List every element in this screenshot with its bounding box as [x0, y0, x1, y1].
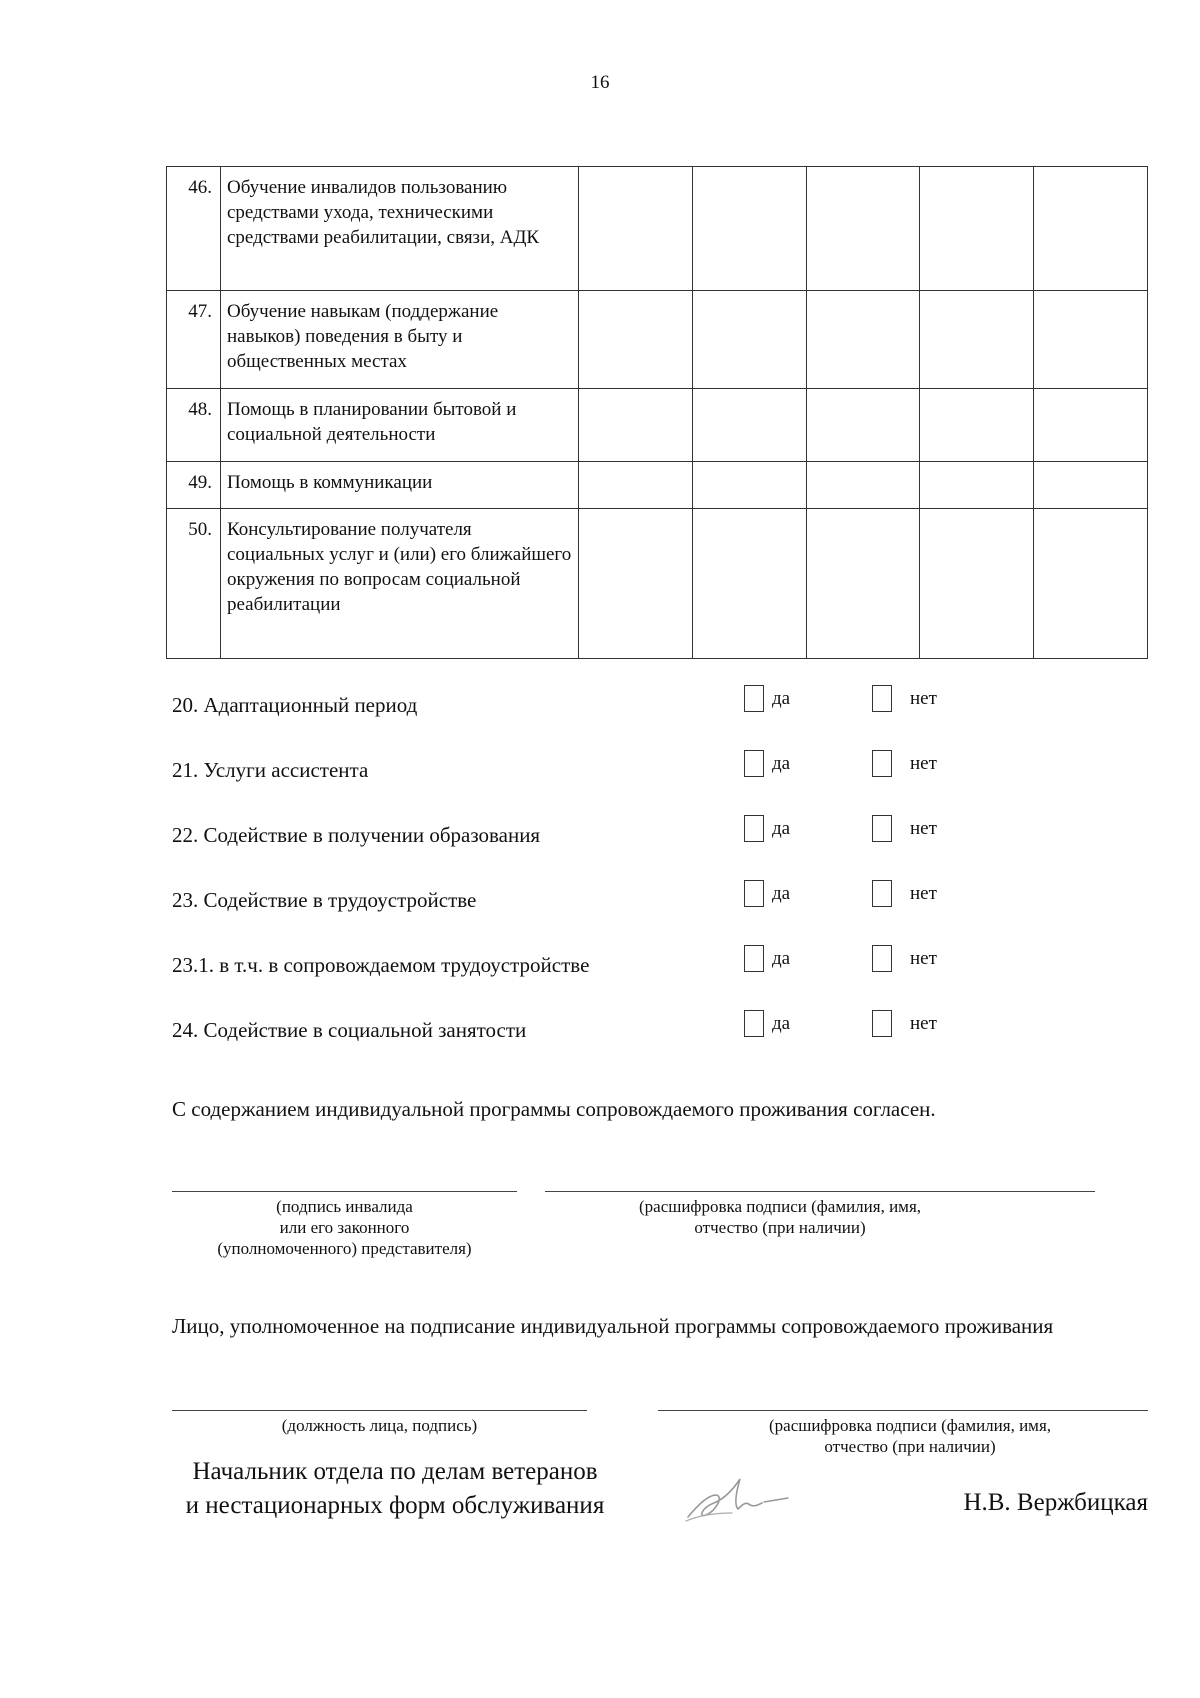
- table-row: [167, 389, 1148, 462]
- yes-checkbox[interactable]: [744, 1010, 764, 1037]
- question-row: [172, 880, 972, 945]
- yes-option[interactable]: [744, 815, 790, 842]
- table-cell: [806, 462, 920, 509]
- position-line-1: Начальник отдела по делам ветеранов: [192, 1458, 598, 1485]
- table-cell: [806, 509, 920, 659]
- yes-label: да: [772, 1012, 791, 1034]
- no-label: нет: [910, 687, 937, 709]
- table-cell: [806, 167, 920, 291]
- no-option[interactable]: [872, 685, 937, 712]
- yes-option[interactable]: [744, 685, 790, 712]
- row-number: 50.: [167, 509, 221, 659]
- table-cell: [920, 389, 1034, 462]
- question-row: [172, 945, 972, 1010]
- table-cell: [920, 509, 1034, 659]
- service-name: Консультирование получателя социальных услуг и (или) его ближайшего окружения по вопросам социальной реабилитации: [221, 509, 579, 659]
- table-row: [167, 291, 1148, 389]
- no-label: нет: [910, 817, 937, 839]
- no-label: нет: [910, 752, 937, 774]
- question-label: 22. Содействие в получении образования: [172, 823, 541, 847]
- name-transcript-line[interactable]: [545, 1191, 1095, 1192]
- row-number: 49.: [167, 462, 221, 509]
- table-row: [167, 509, 1148, 659]
- question-label: 21. Услуги ассистента: [172, 758, 369, 782]
- no-option[interactable]: [872, 815, 937, 842]
- table-row: [167, 167, 1148, 291]
- table-cell: [806, 389, 920, 462]
- no-option[interactable]: [872, 945, 937, 972]
- table-cell: [920, 291, 1034, 389]
- agreement-text: С содержанием индивидуальной программы сопровождаемого проживания согласен.: [172, 1097, 936, 1121]
- authorized-person-text: Лицо, уполномоченное на подписание индивидуальной программы сопровождаемого проживания: [172, 1314, 1054, 1338]
- no-label: нет: [910, 947, 937, 969]
- name-transcript-caption: (расшифровка подписи (фамилия, имя, отчество (при наличии): [638, 1197, 922, 1237]
- yes-label: да: [772, 817, 791, 839]
- yes-label: да: [772, 752, 791, 774]
- table-cell: [1034, 462, 1148, 509]
- table-cell: [1034, 167, 1148, 291]
- table-cell: [579, 509, 693, 659]
- yes-label: да: [772, 687, 791, 709]
- service-name: Обучение навыкам (поддержание навыков) поведения в быту и общественных местах: [221, 291, 579, 389]
- no-checkbox[interactable]: [872, 1010, 892, 1037]
- no-option[interactable]: [872, 880, 937, 907]
- yes-option[interactable]: [744, 945, 790, 972]
- table-cell: [806, 291, 920, 389]
- table-cell: [579, 291, 693, 389]
- table-cell: [920, 167, 1034, 291]
- yes-option[interactable]: [744, 880, 790, 907]
- page-number: 16: [590, 72, 610, 93]
- no-option[interactable]: [872, 750, 937, 777]
- yes-checkbox[interactable]: [744, 945, 764, 972]
- question-row: [172, 750, 972, 815]
- no-checkbox[interactable]: [872, 945, 892, 972]
- yes-option[interactable]: [744, 750, 790, 777]
- no-checkbox[interactable]: [872, 685, 892, 712]
- question-label: 24. Содействие в социальной занятости: [172, 1018, 527, 1042]
- yes-checkbox[interactable]: [744, 685, 764, 712]
- yes-label: да: [772, 947, 791, 969]
- table-cell: [579, 389, 693, 462]
- question-row: [172, 815, 972, 880]
- table-cell: [1034, 389, 1148, 462]
- service-name: Обучение инвалидов пользованию средствами ухода, техническими средствами реабилитации, связи, АДК: [221, 167, 579, 291]
- questions-section: [172, 685, 972, 1075]
- question-label: 23.1. в т.ч. в сопровождаемом трудоустройстве: [172, 953, 590, 977]
- yes-checkbox[interactable]: [744, 880, 764, 907]
- table-cell: [1034, 291, 1148, 389]
- name-transcript-caption: (расшифровка подписи (фамилия, имя, отчество (при наличии): [768, 1416, 1052, 1456]
- no-option[interactable]: [872, 1010, 937, 1037]
- signature-line[interactable]: [172, 1191, 517, 1192]
- row-number: 46.: [167, 167, 221, 291]
- yes-option[interactable]: [744, 1010, 790, 1037]
- no-checkbox[interactable]: [872, 815, 892, 842]
- table-cell: [692, 389, 806, 462]
- official-position: [150, 1455, 640, 1523]
- yes-label: да: [772, 882, 791, 904]
- no-label: нет: [910, 1012, 937, 1034]
- table-cell: [579, 462, 693, 509]
- no-label: нет: [910, 882, 937, 904]
- service-name: Помощь в планировании бытовой и социальной деятельности: [221, 389, 579, 462]
- table-row: [167, 462, 1148, 509]
- question-label: 23. Содействие в трудоустройстве: [172, 888, 477, 912]
- service-name: Помощь в коммуникации: [221, 462, 579, 509]
- yes-checkbox[interactable]: [744, 750, 764, 777]
- signature-caption: (подпись инвалида или его законного (уполномоченного) представителя): [217, 1197, 472, 1258]
- table-cell: [692, 291, 806, 389]
- question-row: [172, 1010, 972, 1075]
- position-signature-line[interactable]: [172, 1410, 587, 1411]
- no-checkbox[interactable]: [872, 880, 892, 907]
- question-label: 20. Адаптационный период: [172, 693, 418, 717]
- no-checkbox[interactable]: [872, 750, 892, 777]
- yes-checkbox[interactable]: [744, 815, 764, 842]
- handwritten-signature-icon: [680, 1465, 795, 1535]
- row-number: 47.: [167, 291, 221, 389]
- question-row: [172, 685, 972, 750]
- position-line-2: и нестационарных форм обслуживания: [185, 1492, 605, 1519]
- name-transcript-line[interactable]: [658, 1410, 1148, 1411]
- services-table: [166, 166, 1148, 659]
- table-cell: [692, 167, 806, 291]
- table-cell: [579, 167, 693, 291]
- table-cell: [692, 509, 806, 659]
- table-cell: [692, 462, 806, 509]
- row-number: 48.: [167, 389, 221, 462]
- position-caption: (должность лица, подпись): [281, 1416, 478, 1435]
- table-cell: [920, 462, 1034, 509]
- table-cell: [1034, 509, 1148, 659]
- official-name: Н.В. Вержбицкая: [963, 1489, 1148, 1516]
